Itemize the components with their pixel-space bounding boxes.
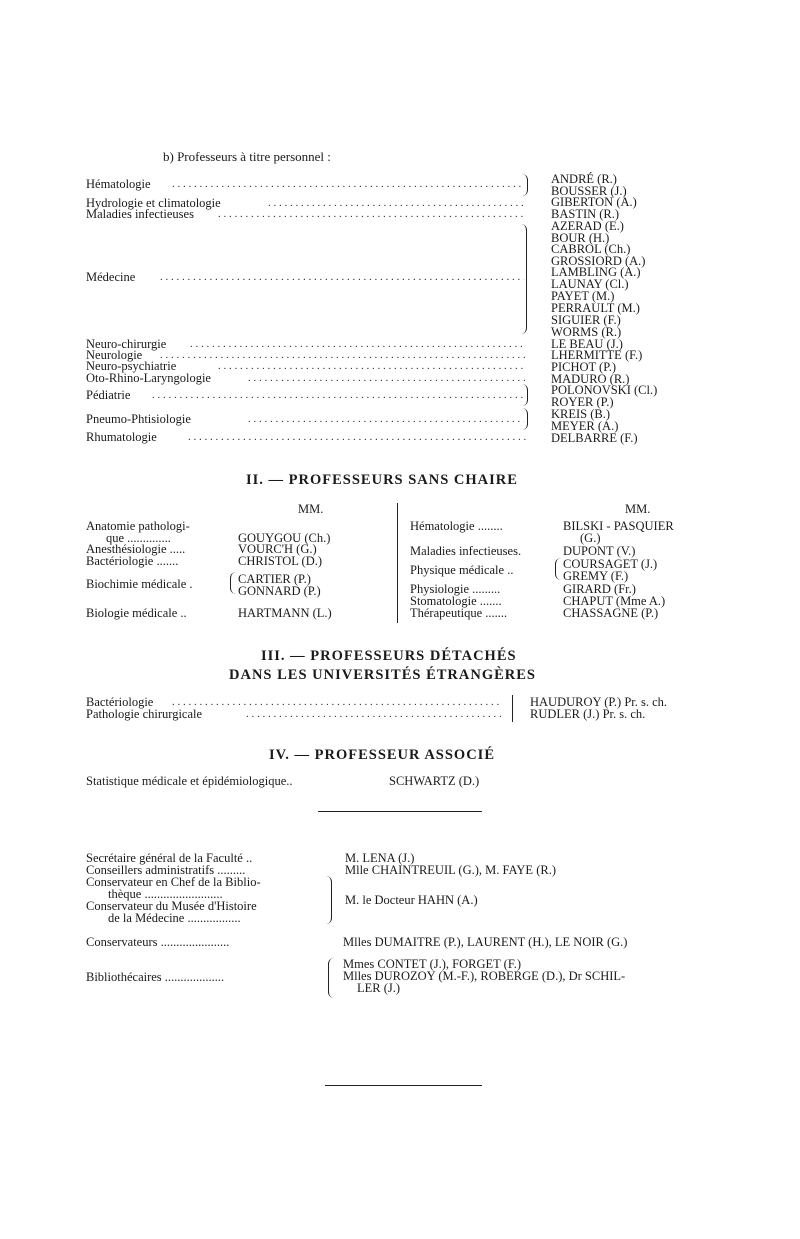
professor-name: GIBERTON (A.) <box>551 195 637 209</box>
professor-name: PAYET (M.) <box>551 289 615 303</box>
subject-label: Médecine <box>86 270 136 284</box>
section-heading: DANS LES UNIVERSITÉS ÉTRANGÈRES <box>229 667 536 683</box>
section-divider <box>325 1085 482 1086</box>
subject-label: Bactériologie ....... <box>86 554 179 568</box>
professor-name: LHERMITTE (F.) <box>551 348 643 362</box>
leader-dots <box>160 271 524 283</box>
professor-name: ROYER (P.) <box>551 395 614 409</box>
professor-name: GIRARD (Fr.) <box>563 582 636 596</box>
grouping-brace <box>328 958 334 998</box>
professor-name: GREMY (F.) <box>563 569 629 583</box>
professor-name: SIGUIER (F.) <box>551 313 621 327</box>
subject-label: Stomatologie ....... <box>410 594 502 608</box>
admin-label: Conservateurs ...................... <box>86 935 230 949</box>
professor-name: ANDRÉ (R.) <box>551 172 617 186</box>
professor-name: POLONOVSKI (Cl.) <box>551 383 658 397</box>
leader-dots <box>152 389 524 401</box>
leader-dots <box>188 431 526 443</box>
leader-dots <box>172 696 502 708</box>
professor-name: HARTMANN (L.) <box>238 606 332 620</box>
professor-name: WORMS (R.) <box>551 325 622 339</box>
admin-label: thèque ......................... <box>108 887 223 901</box>
subject-label: Statistique médicale et épidémiologique.. <box>86 774 293 788</box>
subject-label: Biochimie médicale . <box>86 577 193 591</box>
professor-name: GONNARD (P.) <box>238 584 321 598</box>
professor-name: GOUYGOU (Ch.) <box>238 531 331 545</box>
subject-label: Rhumatologie <box>86 430 157 444</box>
leader-dots <box>248 413 524 425</box>
grouping-brace <box>555 558 561 580</box>
mm-label: MM. <box>625 502 651 516</box>
subject-label: Neuro-psychiatrie <box>86 359 177 373</box>
subject-label: Maladies infectieuses. <box>410 544 522 558</box>
admin-value: M. LENA (J.) <box>345 851 415 865</box>
professor-name: PERRAULT (M.) <box>551 301 640 315</box>
professor-name: LAMBLING (A.) <box>551 265 641 279</box>
grouping-brace <box>230 572 236 594</box>
professor-name: CABROL (Ch.) <box>551 242 631 256</box>
admin-value: Mmes CONTET (J.), FORGET (F.) <box>343 957 522 971</box>
professor-name: CARTIER (P.) <box>238 572 311 586</box>
admin-label: Conseillers administratifs ......... <box>86 863 246 877</box>
leader-dots <box>246 708 502 720</box>
section-heading: III. — PROFESSEURS DÉTACHÉS <box>261 648 517 664</box>
professor-name: MADURO (R.) <box>551 372 630 386</box>
admin-value: Mlles DUMAITRE (P.), LAURENT (H.), LE NOIR (G.) <box>343 935 628 949</box>
admin-label: Conservateur du Musée d'Histoire <box>86 899 257 913</box>
leader-dots <box>248 372 526 384</box>
grouping-brace <box>522 408 528 430</box>
professor-name: AZERAD (E.) <box>551 219 624 233</box>
subject-label: que .............. <box>106 531 171 545</box>
subject-label: Pédiatrie <box>86 388 131 402</box>
grouping-brace <box>512 695 513 722</box>
column-divider <box>397 503 398 623</box>
subject-label: Maladies infectieuses <box>86 207 194 221</box>
grouping-brace <box>522 384 528 406</box>
section-heading: IV. — PROFESSEUR ASSOCIÉ <box>269 747 495 763</box>
professor-name: HAUDUROY (P.) Pr. s. ch. <box>530 695 668 709</box>
admin-label: Bibliothécaires ................... <box>86 970 225 984</box>
subject-label: Hydrologie et climatologie <box>86 196 221 210</box>
professor-name: BOUR (H.) <box>551 231 610 245</box>
admin-label: de la Médecine ................. <box>108 911 241 925</box>
admin-value: M. le Docteur HAHN (A.) <box>345 893 478 907</box>
subject-label: Neurologie <box>86 348 143 362</box>
leader-dots <box>172 178 524 190</box>
subject-label: Biologie médicale .. <box>86 606 187 620</box>
admin-label: Secrétaire général de la Faculté .. <box>86 851 253 865</box>
professor-name: COURSAGET (J.) <box>563 557 658 571</box>
subject-label: Physique médicale .. <box>410 563 514 577</box>
section-heading: b) Professeurs à titre personnel : <box>163 149 331 164</box>
professor-name: PICHOT (P.) <box>551 360 617 374</box>
professor-name: DUPONT (V.) <box>563 544 636 558</box>
grouping-brace <box>326 876 332 924</box>
professor-name: MEYER (A.) <box>551 419 619 433</box>
subject-label: Anesthésiologie ..... <box>86 542 186 556</box>
professor-name: LE BEAU (J.) <box>551 337 623 351</box>
professor-name: RUDLER (J.) Pr. s. ch. <box>530 707 646 721</box>
professor-name: DELBARRE (F.) <box>551 431 638 445</box>
subject-label: Neuro-chirurgie <box>86 337 167 351</box>
subject-label: Hématologie <box>86 177 151 191</box>
professor-name: CHASSAGNE (P.) <box>563 606 659 620</box>
subject-label: Pathologie chirurgicale <box>86 707 203 721</box>
professor-name: BASTIN (R.) <box>551 207 620 221</box>
professor-name: BOUSSER (J.) <box>551 184 627 198</box>
subject-label: Thérapeutique ....... <box>410 606 508 620</box>
admin-label: Conservateur en Chef de la Biblio- <box>86 875 261 889</box>
subject-label: Hématologie ........ <box>410 519 503 533</box>
subject-label: Pneumo-Phtisiologie <box>86 412 191 426</box>
professor-name: (G.) <box>580 531 601 545</box>
admin-value: LER (J.) <box>357 981 401 995</box>
section-divider <box>318 811 482 812</box>
professor-name: VOURC'H (G.) <box>238 542 317 556</box>
subject-label: Physiologie ......... <box>410 582 501 596</box>
grouping-brace <box>521 224 527 334</box>
subject-label: Bactériologie <box>86 695 154 709</box>
professor-name: BILSKI - PASQUIER <box>563 519 674 533</box>
professor-name: GROSSIORD (A.) <box>551 254 646 268</box>
professor-name: CHAPUT (Mme A.) <box>563 594 666 608</box>
leader-dots <box>218 360 526 372</box>
admin-value: Mlles DUROZOY (M.-F.), ROBERGE (D.), Dr SCHIL- <box>343 969 626 983</box>
leader-dots <box>218 208 526 220</box>
mm-label: MM. <box>298 502 324 516</box>
subject-label: Anatomie pathologi- <box>86 519 190 533</box>
grouping-brace <box>522 174 528 196</box>
professor-name: CHRISTOL (D.) <box>238 554 323 568</box>
section-heading: II. — PROFESSEURS SANS CHAIRE <box>246 472 518 488</box>
professor-name: KREIS (B.) <box>551 407 611 421</box>
professor-name: LAUNAY (Cl.) <box>551 277 629 291</box>
admin-value: Mlle CHAINTREUIL (G.), M. FAYE (R.) <box>345 863 556 877</box>
subject-label: Oto-Rhino-Laryngologie <box>86 371 211 385</box>
professor-name: SCHWARTZ (D.) <box>389 774 480 788</box>
